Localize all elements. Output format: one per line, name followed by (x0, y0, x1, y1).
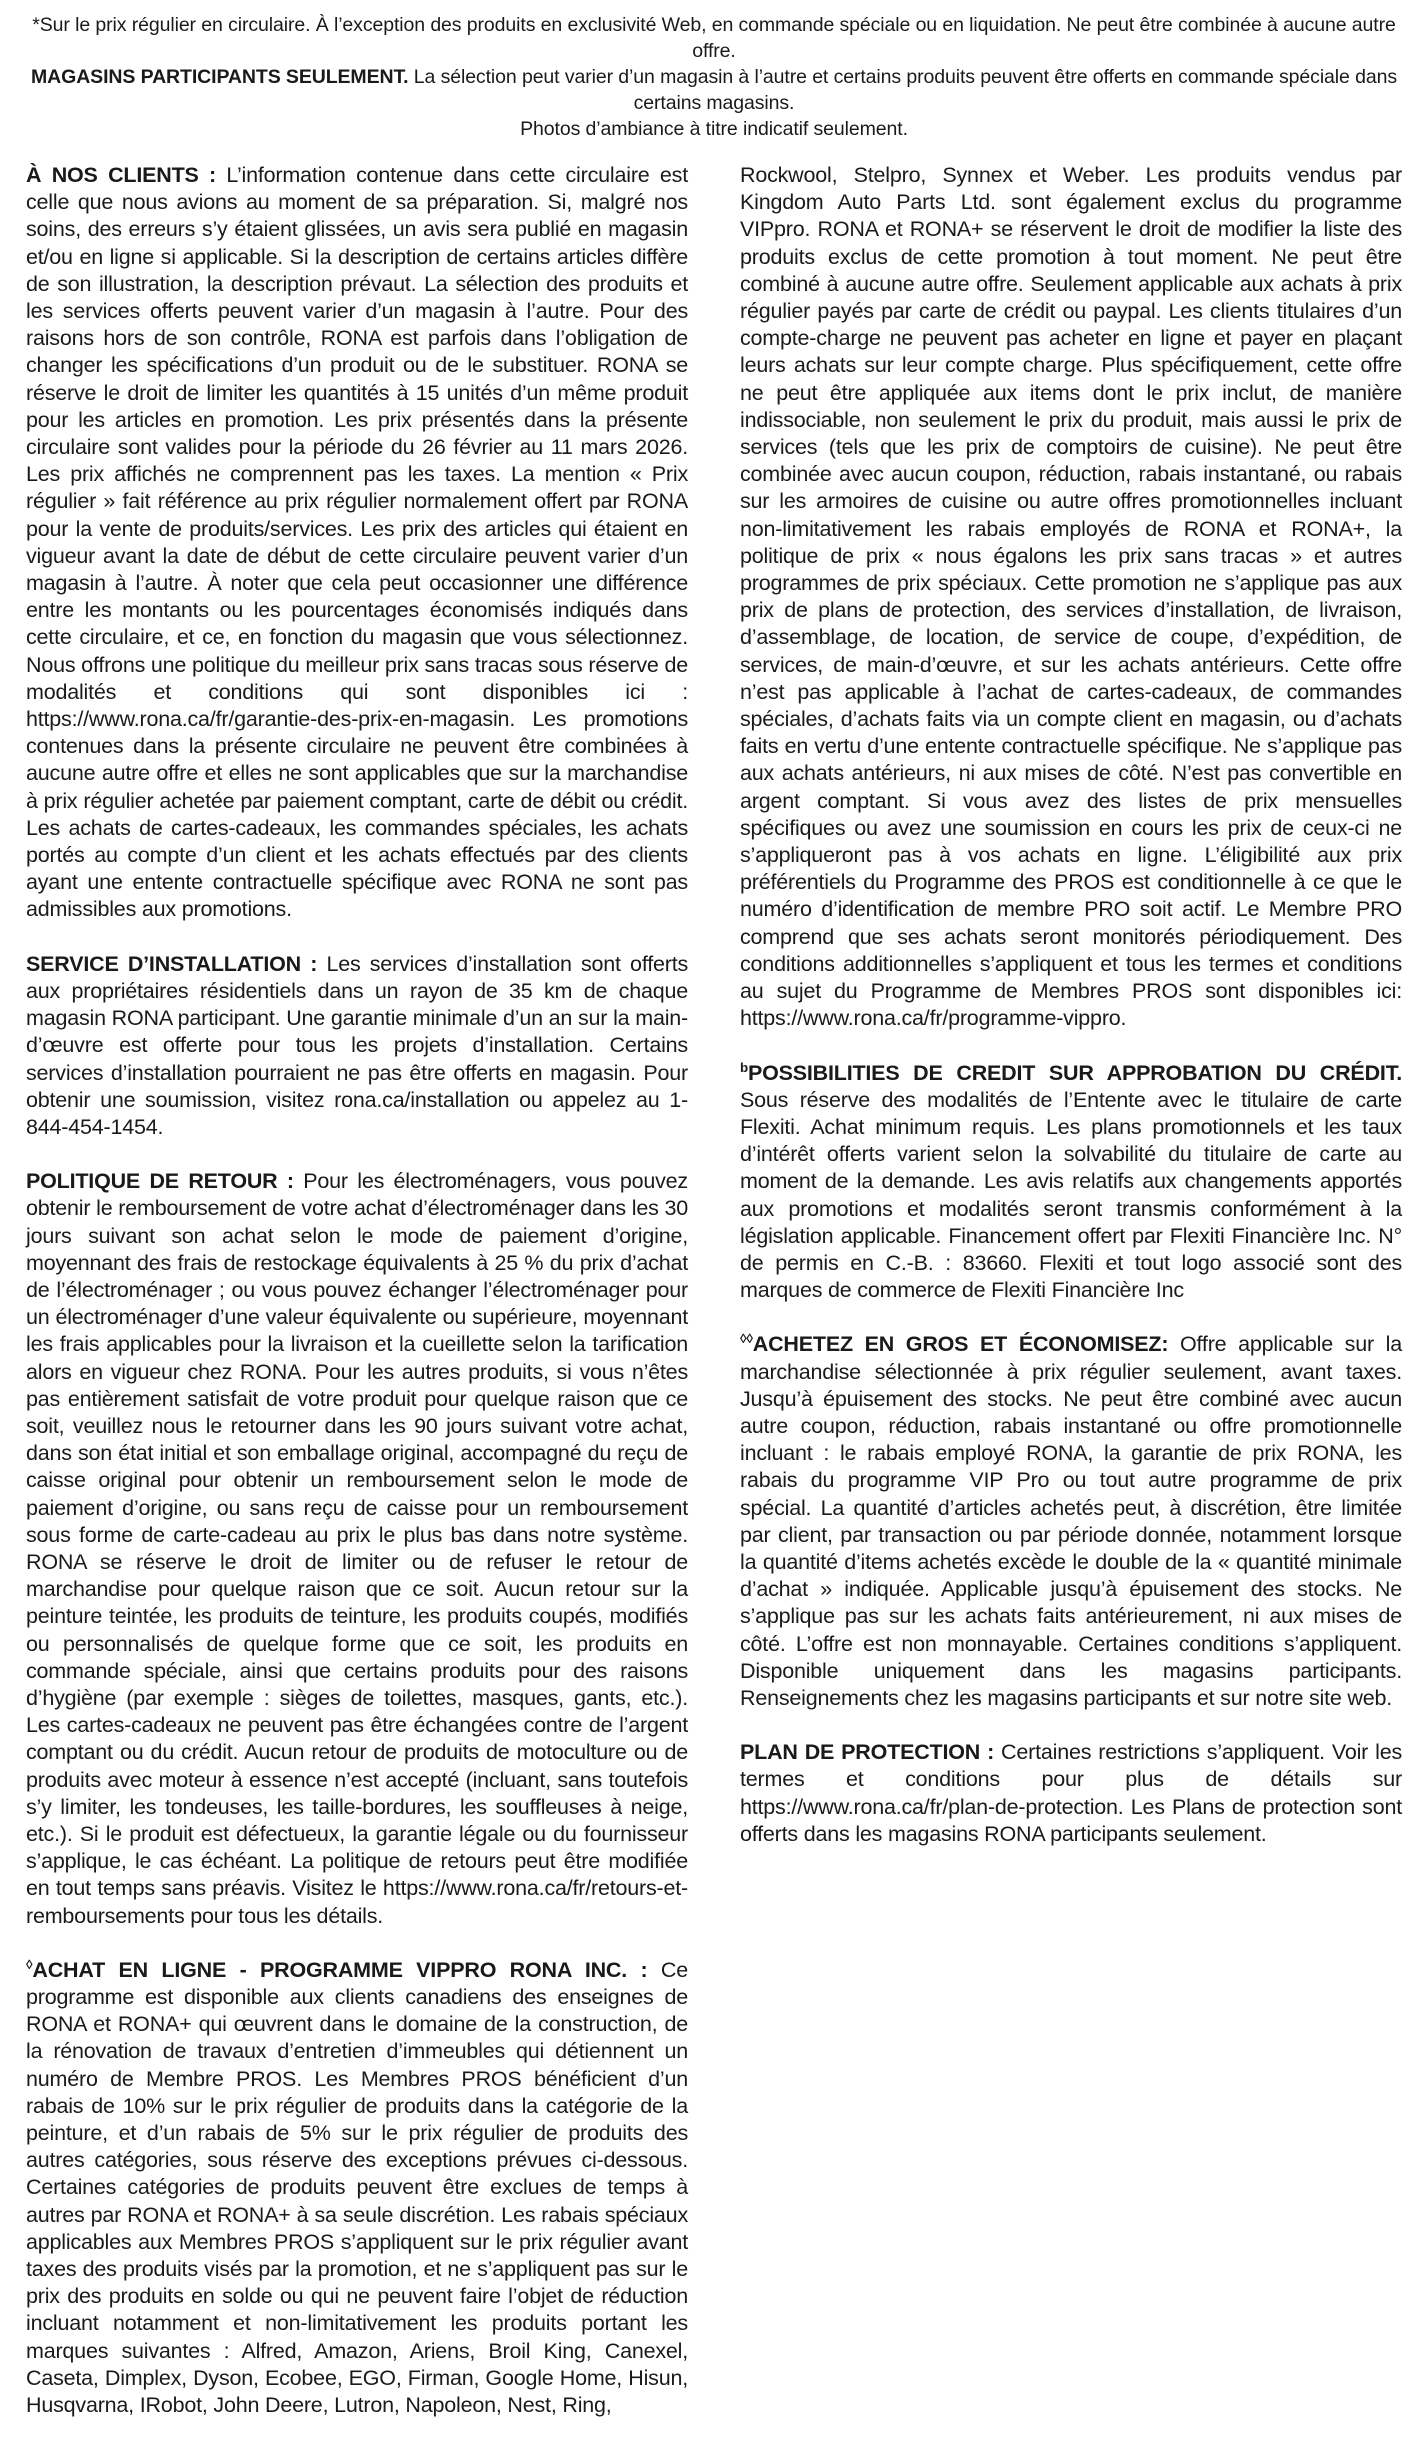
two-column-body (26, 162, 1402, 2419)
section-heading: À NOS CLIENTS : (26, 163, 216, 187)
section-body: Certaines restrictions s’appliquent. Voir les termes et conditions pour plus de détails sur https://www.rona.ca/fr/plan-de-protection. Les Plans de protection sont offerts dans les magasins RONA participants seulement. (740, 1740, 1402, 1846)
section-heading: SERVICE D’INSTALLATION : (26, 951, 318, 976)
section-body: Offre applicable sur la marchandise sélectionnée à prix régulier seulement, avant taxes. Jusqu’à épuisement des stocks. Ne peut être combiné avec aucun autre coupon, réduction, rabais instantané ou offre promotionnelle incluant : le rabais employé RONA, la garantie de prix RONA, les rabais du programme VIP Pro ou tout autre programme de prix spécial. La quantité d’articles achetés peut, à discrétion, être limitée par client, par transaction ou par période donnée, notamment lorsque la quantité d’items achetés excède le double de la « quantité minimale d’achat » indiquée. Applicable jusqu’à épuisement des stocks. Ne s’applique pas sur les achats faits antérieurement, ni aux mises de côté. L’offre est non monnayable. Certaines conditions s’appliquent. Disponible uniquement dans les magasins participants. Renseignements chez les magasins participants et sur notre site web. (740, 1332, 1402, 1710)
right-column (740, 162, 1402, 1848)
section-achat-en-ligne-vippro (26, 1957, 688, 2419)
participating-stores-rest: La sélection peut varier d’un magasin à l’autre et certains produits peuvent être offerts en commande spéciale dans certains magasins. (408, 66, 1397, 114)
section-heading: PLAN DE PROTECTION : (740, 1740, 995, 1765)
section-politique-de-retour (26, 1168, 688, 1930)
section-sup: b (740, 1059, 748, 1075)
section-body: Rockwool, Stelpro, Synnex et Weber. Les produits vendus par Kingdom Auto Parts Ltd. sont également exclus du programme VIPpro. RONA et RONA+ se réservent le droit de modifier la liste des produits exclus de cette promotion à tout moment. Ne peut être combiné à aucune autre offre. Seulement applicable aux achats à prix régulier payés par carte de crédit ou paypal. Les clients titulaires d’un compte-charge ne peuvent pas acheter en ligne et payer en plaçant leurs achats sur leur compte charge. Plus spécifiquement, cette offre ne peut être appliquée aux items dont le prix inclut, de manière indissociable, non seulement le prix du produit, mais aussi le prix de services (tels que les prix de comptoirs de cuisine). Ne peut être combinée avec aucun coupon, réduction, rabais instantané, ou rabais sur les armoires de cuisine ou autre offres promotionnelles incluant non-limitativement les rabais employés de RONA et RONA+, la politique de prix « nous égalons les prix sans tracas » et autres programmes de prix spéciaux. Cette promotion ne s’applique pas aux prix de plans de protection, des services d’installation, de livraison, d’assemblage, de location, de service de coupe, d’expédition, de services, de main-d’œuvre, et sur les achats antérieurs. Cette offre n’est pas applicable à l’achat de cartes-cadeaux, de commandes spéciales, d’achats faits via un compte client en magasin, ou d’achats faits en vertu d’une entente contractuelle spécifique. Ne s’applique pas aux achats antérieurs, ni aux mises de côté. N’est pas convertible en argent comptant. Si vous avez des listes de prix mensuelles spécifiques ou avez une soumission en cours les prix de ceux-ci ne s’appliqueront pas à vos achats en ligne. L’éligibilité aux prix préférentiels du Programme des PROS est conditionnelle à ce que le numéro d’identification de membre PRO soit actif. Le Membre PRO comprend que ses achats seront monitorés périodiquement. Des conditions additionnelles s’appliquent et tous les termes et conditions au sujet du Programme de Membres PROS sont disponibles ici: https://www.rona.ca/fr/programme-vippro. (740, 163, 1402, 1031)
participating-stores-bold: MAGASINS PARTICIPANTS SEULEMENT. (31, 66, 409, 88)
section-sup: ◊ (26, 1956, 33, 1972)
section-heading: ACHETEZ EN GROS ET ÉCONOMISEZ: (752, 1332, 1169, 1357)
section-body: Ce programme est disponible aux clients canadiens des enseignes de RONA et RONA+ qui œuvrent dans le domaine de la construction, de la rénovation de travaux d’entretien d’immeubles qui détiennent un numéro de Membre PROS. Les Membres PROS bénéficient d’un rabais de 10% sur le prix régulier de produits dans la catégorie de la peinture, et d’un rabais de 5% sur le prix régulier de produits des autres catégories, sous réserve des exceptions prévues ci-dessous. Certaines catégories de produits peuvent être exclues de temps à autres par RONA et RONA+ à sa seule discrétion. Les rabais spéciaux applicables aux Membres PROS s’appliquent sur le prix régulier avant taxes des produits visés par la promotion, et ne s’appliquent pas sur le prix des produits en solde ou qui ne peuvent faire l’objet de réduction incluant notamment et non-limitativement les produits portant les marques suivantes : Alfred, Amazon, Ariens, Broil King, Canexel, Caseta, Dimplex, Dyson, Ecobee, EGO, Firman, Google Home, Hisun, Husqvarna, IRobot, John Deere, Lutron, Napoleon, Nest, Ring, (26, 1957, 689, 2418)
section-plan-de-protection (740, 1739, 1402, 1848)
section-vippro-continuation (740, 162, 1402, 1033)
section-a-nos-clients (26, 162, 688, 924)
section-body: Les services d’installation sont offerts aux propriétaires résidentiels dans un rayon de 35 km de chaque magasin RONA participant. Une garantie minimale d’un an sur la main-d’œuvre est offerte pour tous les projets d’installation. Certains services d’installation pourraient ne pas être offerts en magasin. Pour obtenir une soumission, visitez rona.ca/installation ou appelez au 1-844-454-1454. (26, 951, 689, 1139)
section-heading: ACHAT EN LIGNE - PROGRAMME VIPPRO RONA INC. : (32, 1957, 648, 1982)
disclaimer-line-3: Photos d’ambiance à titre indicatif seulement. (520, 118, 908, 140)
section-service-installation (26, 951, 688, 1141)
section-heading: POLITIQUE DE RETOUR : (26, 1169, 294, 1194)
section-body: L’information contenue dans cette circulaire est celle que nous avions au moment de sa préparation. Si, malgré nos soins, des erreurs s’y étaient glissées, un avis sera publié en magasin et/ou en ligne si applicable. Si la description de certains articles diffère de son illustration, la description prévaut. La sélection des produits et les services offerts peuvent varier d’un magasin à l’autre. Pour des raisons hors de son contrôle, RONA est parfois dans l’obligation de changer les spécifications d’un produit ou de le substituer. RONA se réserve le droit de limiter les quantités à 15 unités d’un même produit pour les articles en promotion. Les prix présentés dans la présente circulaire sont valides pour la période du 26 février au 11 mars 2026. Les prix affichés ne comprennent pas les taxes. La mention « Prix régulier » fait référence au prix régulier normalement offert par RONA pour la vente de produits/services. Les prix des articles qui étaient en vigueur avant la date de début de cette circulaire peuvent varier d’un magasin à l’autre. À noter que cela peut occasionner une différence entre les montants ou les pourcentages économisés indiqués dans cette circulaire, et ce, en fonction du magasin que vous sélectionnez. Nous offrons une politique du meilleur prix sans tracas sous réserve de modalités et conditions qui sont disponibles ici : https://www.rona.ca/fr/garantie-des-prix-en-magasin. Les promotions contenues dans la présente circulaire ne peuvent être combinées à aucune autre offre et elles ne sont applicables que sur la marchandise à prix régulier achetée par paiement comptant, carte de débit ou crédit. Les achats de cartes-cadeaux, les commandes spéciales, les achats portés au compte d’un client et les achats effectués par des clients ayant une entente contractuelle spécifique avec RONA ne sont pas admissibles aux promotions. (26, 163, 688, 922)
section-body: Pour les électroménagers, vous pouvez obtenir le remboursement de votre achat d’électroménager dans les 30 jours suivant son achat selon le mode de paiement d’origine, moyennant des frais de restockage équivalents à 25 % du prix d’achat de l’électroménager ; ou vous pouvez échanger l’électroménager pour un électroménager d’une valeur équivalente ou supérieure, moyennant les frais applicables pour la livraison et la cueillette selon la tarification alors en vigueur chez RONA. Pour les autres produits, si vous n’êtes pas entièrement satisfait de votre produit pour quelque raison que ce soit, veuillez nous le retourner dans les 90 jours suivant votre achat, dans son état initial et son emballage original, accompagné du reçu de caisse original pour obtenir un remboursement selon le mode de paiement d’origine, ou sans reçu de caisse pour un remboursement sous forme de carte-cadeau au prix le plus bas dans notre système. RONA se réserve le droit de limiter ou de refuser le retour de marchandise pour quelque raison que ce soit. Aucun retour sur la peinture teintée, les produits de teinture, les produits coupés, modifiés ou personnalisés de quelque forme que ce soit, les produits en commande spéciale, ainsi que certains produits pour des raisons d’hygiène (par exemple : sièges de toilettes, masques, gants, etc.). Les cartes-cadeaux ne peuvent pas être échangées contre de l’argent comptant ou du crédit. Aucun retour de produits de motoculture ou de produits avec moteur à essence n’est accepté (incluant, sans toutefois s’y limiter, les tondeuses, les taille-bordures, les souffleuses à neige, etc.). Si le produit est défectueux, la garantie légale ou du fournisseur s’applique, le cas échéant. La politique de retours peut être modifiée en tout temps sans préavis. Visitez le https://www.rona.ca/fr/retours-et-remboursements pour tous les détails. (26, 1169, 688, 1928)
section-sup: ◊◊ (740, 1331, 753, 1347)
disclaimer-line-2 (26, 64, 1402, 116)
section-achetez-en-gros (740, 1331, 1402, 1712)
disclaimer-line-1: *Sur le prix régulier en circulaire. À l’exception des produits en exclusivité Web, en commande spéciale ou en liquidation. Ne peut être combinée à aucune autre offre. (32, 14, 1396, 62)
section-body: Sous réserve des modalités de l’Entente avec le titulaire de carte Flexiti. Achat minimum requis. Les plans promotionnels et les taux d’intérêt offerts varient selon la solvabilité du titulaire de carte au moment de la demande. Les avis relatifs aux changements apportés aux promotions et modalités seront transmis conformément à la législation applicable. Financement offert par Flexiti Financière Inc. N° de permis en C.-B. : 83660. Flexiti et tout logo associé sont des marques de commerce de Flexiti Financière Inc (740, 1087, 1402, 1303)
section-possibilites-credit (740, 1060, 1402, 1305)
left-column (26, 162, 688, 2419)
flyer-disclaimer-header (26, 12, 1402, 142)
section-heading: POSSIBILITIES DE CREDIT SUR APPROBATION DU CRÉDIT. (747, 1060, 1402, 1085)
